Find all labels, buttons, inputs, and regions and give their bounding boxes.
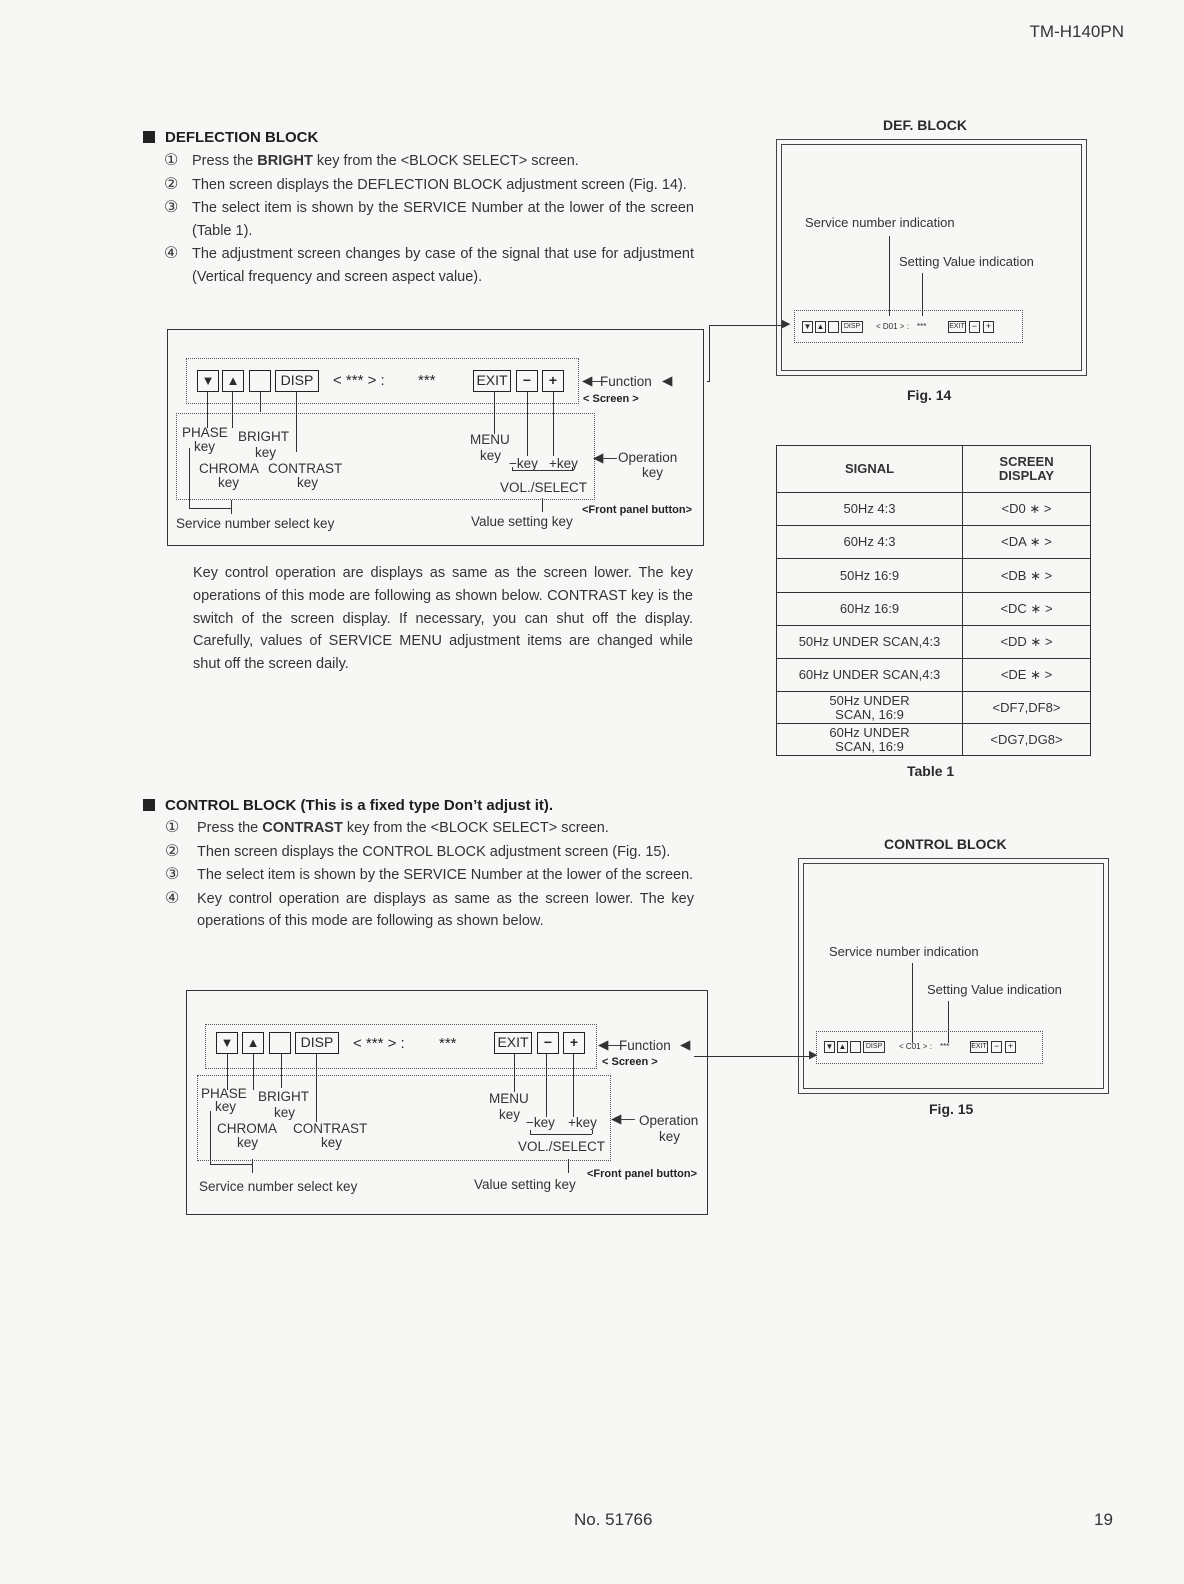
operation-key-label: key: [659, 1129, 681, 1144]
key-diagram-deflection: [167, 329, 704, 546]
deflection-step-1: [164, 150, 694, 173]
service-select-label: Service number select key: [176, 516, 335, 531]
minus-key-icon: −: [969, 321, 980, 333]
step-number: ①: [164, 152, 179, 169]
screen-label: < Screen >: [602, 1056, 658, 1068]
step-text: Then screen displays the DEFLECTION BLOCK adjustment screen (Fig. 14).: [192, 176, 687, 193]
arrow-left-icon: ◀: [662, 373, 673, 388]
value-setting-label: Value setting key: [474, 1177, 576, 1192]
table-cell: <DC ∗ >: [963, 593, 1091, 626]
step-text: Then screen displays the CONTROL BLOCK adjustment screen (Fig. 15).: [197, 843, 671, 860]
arrow-right-icon: ▶: [809, 1049, 818, 1061]
chroma-label: CHROMA: [199, 461, 259, 476]
table-row: [777, 559, 1091, 593]
plus-key-label: +key: [568, 1115, 597, 1130]
deflection-section-title: [143, 129, 318, 146]
step-text: The select item is shown by the SERVICE Number at the lower of the screen.: [197, 867, 694, 883]
key-diagram-control: [186, 990, 708, 1215]
arrow-left-icon: ◀—: [593, 450, 617, 465]
table-cell: <D0 ∗ >: [963, 493, 1091, 526]
table-cell: 50Hz UNDER SCAN, 16:9: [777, 692, 963, 724]
down-key-icon: ▼: [197, 370, 219, 392]
step-text: The select item is shown by the SERVICE Number at the lower of the screen (Table 1).: [192, 200, 694, 239]
table-cell: <DF7,DF8>: [963, 692, 1091, 724]
contrast-label: CONTRAST: [293, 1121, 368, 1136]
exit-key: EXIT: [494, 1032, 532, 1054]
table-cell: <DG7,DG8>: [963, 724, 1091, 756]
menu-key-label: key: [499, 1107, 521, 1122]
control-step-2: [165, 841, 694, 864]
blank-key-icon: [850, 1041, 861, 1053]
fig14-setting-value: Setting Value indication: [899, 254, 1034, 269]
blank-key-icon: [249, 370, 271, 392]
menu-label: MENU: [489, 1091, 529, 1106]
bright-label: BRIGHT: [258, 1089, 310, 1104]
service-select-label: Service number select key: [199, 1179, 358, 1194]
table-row: [777, 626, 1091, 659]
step-text: Press the: [192, 153, 258, 169]
deflection-step-4: [164, 243, 694, 288]
control-step-3: [165, 864, 694, 887]
minus-key-icon: −: [516, 370, 538, 392]
blank-key-icon: [269, 1032, 291, 1054]
phase-key-label: key: [215, 1099, 237, 1114]
fig14-code: < D01 > :: [876, 322, 909, 331]
plus-key-icon: +: [563, 1032, 585, 1054]
arrow-left-icon: ◀—: [611, 1111, 635, 1126]
control-steps: [165, 817, 694, 933]
table1-caption: Table 1: [907, 763, 955, 779]
model-number: TM-H140PN: [1029, 22, 1124, 41]
plus-key-label: +key: [549, 456, 578, 471]
control-title-text: CONTROL BLOCK (This is a fixed type Don’t adjust it).: [165, 797, 554, 814]
table-header-cell: SCREEN DISPLAY: [963, 446, 1091, 493]
operation-label: Operation: [639, 1113, 699, 1128]
control-section-title: [143, 797, 553, 814]
deflection-title-text: DEFLECTION BLOCK: [165, 129, 319, 146]
table-cell: <DB ∗ >: [963, 559, 1091, 593]
menu-key-label: key: [480, 448, 502, 463]
plus-key-icon: +: [542, 370, 564, 392]
arrow-left-icon: ◀—: [582, 373, 606, 388]
step-number: ①: [165, 819, 180, 836]
table-cell: 60Hz UNDER SCAN, 16:9: [777, 724, 963, 756]
minus-key-icon: −: [537, 1032, 559, 1054]
deflection-steps: [164, 150, 694, 288]
fig14-service-number: Service number indication: [805, 215, 955, 230]
step-number: ③: [164, 199, 179, 216]
bullet-square-icon: [143, 131, 155, 143]
fig14-stars: ***: [917, 322, 927, 331]
step-number: ④: [164, 245, 179, 262]
volselect-label: VOL./SELECT: [500, 480, 588, 495]
screen-label: < Screen >: [583, 393, 639, 405]
disp-key: DISP: [275, 370, 319, 392]
step-text: Key control operation are displays as same as the screen lower. The key operations of this mode are following as shown below.: [197, 890, 694, 929]
blank-key-icon: [828, 321, 839, 333]
contrast-key-label: key: [321, 1135, 343, 1150]
plus-key-icon: +: [1005, 1041, 1016, 1053]
front-panel-label: <Front panel button>: [587, 1168, 697, 1180]
deflection-step-3: [164, 197, 694, 242]
phase-key-label: key: [194, 439, 216, 454]
table-row: [777, 692, 1091, 724]
exit-key: EXIT: [948, 321, 966, 333]
operation-key-label: key: [642, 465, 664, 480]
table-header-row: [777, 446, 1091, 493]
minus-key-label: −key: [526, 1115, 555, 1130]
arrow-left-icon: ◀—: [598, 1037, 622, 1052]
table-row: [777, 493, 1091, 526]
table-row: [777, 724, 1091, 756]
phase-label: PHASE: [182, 425, 228, 440]
setting-value: ***: [439, 1035, 457, 1052]
up-key-icon: ▲: [838, 1042, 847, 1051]
volselect-label: VOL./SELECT: [518, 1139, 606, 1154]
table-cell: 60Hz 16:9: [777, 593, 963, 626]
page-number: 19: [1094, 1510, 1113, 1529]
table-cell: 50Hz 16:9: [777, 559, 963, 593]
step-bold-key: CONTRAST: [262, 820, 343, 836]
exit-key: EXIT: [473, 370, 511, 392]
minus-key-icon: −: [991, 1041, 1002, 1053]
step-number: ②: [164, 175, 179, 193]
service-code: < *** > :: [353, 1035, 405, 1052]
up-key-icon: ▲: [222, 370, 244, 392]
deflection-paragraph: Key control operation are displays as same as the screen lower. The key operations of this mode are following as shown below. CONTRAST key is the switch of the screen display. If necessary, you can shut off the display. Carefully, values of SERVICE MENU adjustment items are changed while shut off the screen daily.: [193, 565, 693, 673]
fig14-frame: [776, 139, 1087, 376]
operation-label: Operation: [618, 450, 678, 465]
down-key-icon: ▼: [216, 1032, 238, 1054]
fig15-service-number: Service number indication: [829, 944, 979, 959]
step-text: The adjustment screen changes by case of the signal that use for adjustment (Vertical frequency and screen aspect value).: [192, 246, 694, 285]
service-code: < *** > :: [333, 372, 385, 389]
fig15-setting-value: Setting Value indication: [927, 982, 1062, 997]
chroma-key-label: key: [237, 1135, 259, 1150]
fig14-title: DEF. BLOCK: [883, 117, 967, 133]
fig15-caption: Fig. 15: [929, 1101, 974, 1117]
menu-label: MENU: [470, 432, 510, 447]
table-header-cell: SIGNAL: [777, 446, 963, 493]
exit-key: EXIT: [970, 1041, 988, 1053]
up-key-icon: ▲: [242, 1032, 264, 1054]
fig15-title: CONTROL BLOCK: [884, 836, 1007, 852]
table-cell: <DE ∗ >: [963, 659, 1091, 692]
disp-key: DISP: [863, 1041, 885, 1053]
table-cell: 50Hz 4:3: [777, 493, 963, 526]
control-step-1: [165, 817, 694, 840]
step-text: Press the: [197, 820, 263, 836]
fig15-frame: [798, 858, 1109, 1094]
chroma-key-label: key: [218, 475, 240, 490]
step-number: ③: [165, 866, 180, 883]
fig15-stars: ***: [940, 1042, 950, 1051]
arrow-right-icon: ▶: [782, 318, 791, 330]
front-panel-label: <Front panel button>: [582, 504, 692, 516]
down-key-icon: ▼: [825, 1042, 834, 1051]
table-row: [777, 659, 1091, 692]
contrast-label: CONTRAST: [268, 461, 343, 476]
table-row: [777, 593, 1091, 626]
control-step-4: [165, 888, 694, 933]
signal-table: [776, 445, 1091, 756]
fig15-code: < C01 > :: [899, 1042, 932, 1051]
step-number: ④: [165, 889, 180, 907]
up-key-icon: ▲: [816, 322, 825, 331]
deflection-step-2: [164, 174, 694, 197]
arrow-left-icon: ◀: [680, 1037, 691, 1052]
step-text: key from the <BLOCK SELECT> screen.: [312, 153, 579, 169]
function-label: Function: [619, 1038, 671, 1053]
table-cell: 50Hz UNDER SCAN,4:3: [777, 626, 963, 659]
step-text: key from the <BLOCK SELECT> screen.: [342, 820, 609, 836]
bright-label: BRIGHT: [238, 429, 290, 444]
value-setting-label: Value setting key: [471, 514, 573, 529]
disp-key: DISP: [295, 1032, 339, 1054]
table-cell: <DA ∗ >: [963, 526, 1091, 559]
disp-key: DISP: [841, 321, 863, 333]
bright-key-label: key: [255, 445, 277, 460]
step-number: ②: [165, 842, 180, 860]
fig14-caption: Fig. 14: [907, 387, 952, 403]
down-key-icon: ▼: [803, 322, 812, 331]
table-cell: 60Hz 4:3: [777, 526, 963, 559]
function-label: Function: [600, 374, 652, 389]
chroma-label: CHROMA: [217, 1121, 277, 1136]
table-cell: <DD ∗ >: [963, 626, 1091, 659]
table-row: [777, 526, 1091, 559]
minus-key-label: −key: [509, 456, 538, 471]
document-number: No. 51766: [574, 1510, 653, 1529]
table-cell: 60Hz UNDER SCAN,4:3: [777, 659, 963, 692]
plus-key-icon: +: [983, 321, 994, 333]
phase-label: PHASE: [201, 1086, 247, 1101]
bright-key-label: key: [274, 1105, 296, 1120]
step-bold-key: BRIGHT: [257, 153, 313, 169]
bullet-square-icon: [143, 799, 155, 811]
contrast-key-label: key: [297, 475, 319, 490]
setting-value: ***: [418, 372, 436, 389]
